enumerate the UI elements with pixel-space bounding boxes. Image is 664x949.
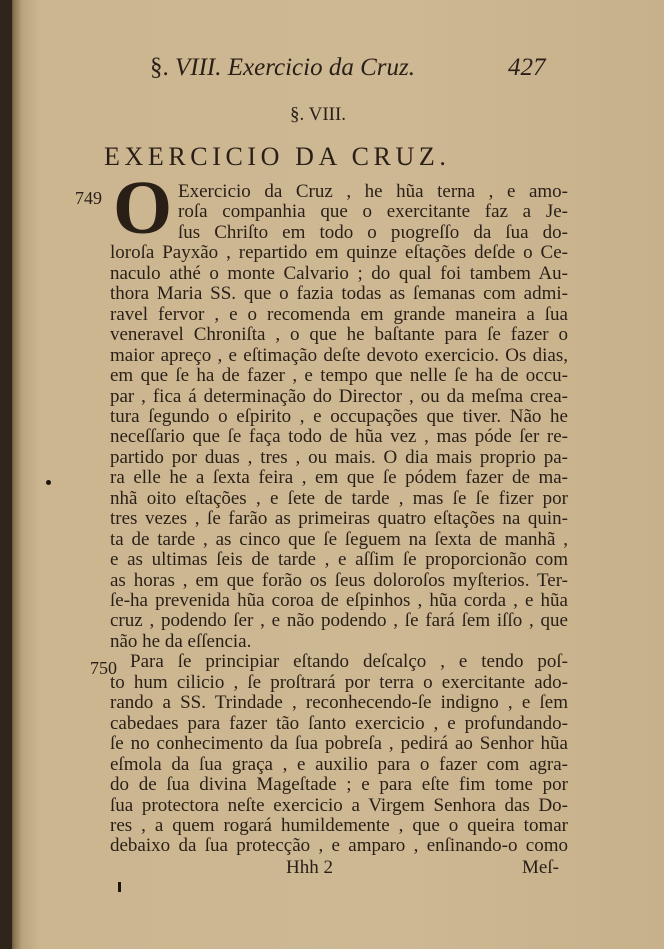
text-line: Exercicio da Cruz , he hũa terna , e amo- [178, 181, 568, 202]
text-line: tura ſegundo o eſpirito , e occupações que tiver. Não he [110, 405, 568, 427]
signature-mark: Hhh 2 [286, 857, 333, 878]
text-line: par , fica á determinação do Director , ou da meſma crea- [110, 385, 568, 407]
ink-dot [46, 480, 51, 485]
catchword: Meſ- [522, 857, 559, 878]
text-line: cruz , podendo ſer , e não podendo , ſe fará ſem iſſo , que [110, 610, 568, 632]
page-number: 427 [508, 54, 546, 81]
text-line: neceſſario que ſe faça todo de hũa vez , mas póde ſer re- [110, 426, 568, 448]
page-gutter [0, 0, 12, 949]
running-head-title [150, 54, 415, 82]
chapter-title: EXERCICIO DA CRUZ. [104, 142, 451, 171]
text-line: res , a quem rogará humildemente , que o queira tomar [110, 814, 568, 836]
text-line: e as ultimas ſeis de tarde , e aſſim ſe proporcionão com [110, 549, 568, 571]
text-line: ſua protectora neſte exercicio a Virgem Senhora das Do- [110, 794, 568, 816]
text-line: em que ſe ha de fazer , e tempo que nelle ſe ha de occu- [110, 365, 568, 387]
text-line: eſmola da ſua graça , e auxilio para o fazer com agra- [110, 753, 568, 775]
text-line: debaixo da ſua protecção , e amparo , enſinando-o como [110, 835, 568, 857]
text-line: ſus Chriſto em todo o pιogreſſo da ſua do- [178, 221, 568, 243]
text-line: roſa companhia que o exercitante faz a Je- [178, 201, 568, 223]
drop-cap: O [113, 166, 173, 250]
text-line: Para ſe principiar eſtando deſcalço , e tendo poſ- [130, 651, 568, 673]
text-line: ſe-ha prevenida hũa coroa de eſpinhos , hũa corda , e hũa [110, 590, 568, 611]
paragraph-number-749: 749 [75, 188, 102, 208]
text-line: thora Maria SS. que o fazia todas as ſemanas com admi- [110, 283, 568, 305]
text-line: ta de tarde , as cinco que ſe ſeguem na ſexta de manhã , [110, 528, 568, 550]
text-line: cabedaes para fazer tão ſanto exercicio , e profundando- [110, 712, 568, 734]
section-mark: §. [150, 54, 169, 81]
text-line: rando a SS. Trindade , reconhecendo-ſe indigno , e ſem [110, 692, 568, 714]
section-heading-text: §. VIII. [289, 104, 347, 125]
text-line: ravel fervor , e o recomenda em grande maneira a ſua [110, 303, 568, 325]
paragraph-number-750: 750 [90, 658, 117, 678]
running-head-text: VIII. Exercicio da Cruz. [175, 54, 415, 81]
text-line: maior apreço , e eſtimação deſte devoto exercicio. Os dias, [110, 344, 568, 366]
text-line: nhã oito eſtações , e ſete de tarde , mas ſe ſe fizer por [110, 487, 568, 509]
text-line: partido por duas , tres , ou mais. O dia mais proprio pa- [110, 446, 568, 468]
text-line: veneravel Chroniſta , o que he baſtante para ſe fazer o [110, 324, 568, 346]
text-line: to hum cilicio , ſe proſtrará por terra o exercitante ado- [110, 671, 568, 693]
text-line: naculo athé o monte Calvario ; do qual foi tambem Au- [110, 262, 568, 284]
text-line: tres vezes , ſe farão as primeiras quatro eſtações na quin- [110, 508, 568, 530]
text-line: do de ſua divina Mageſtade ; e para eſte fim tome por [110, 774, 568, 796]
ink-mark [118, 882, 121, 892]
text-line: as horas , em que forão os ſeus doloroſos myſterios. Ter- [110, 569, 568, 591]
text-line: ſe no conhecimento da ſua pobreſa , pedirá ao Senhor hũa [110, 733, 568, 755]
section-heading [0, 104, 664, 126]
text-line: loroſa Payxão , repartido em quinze eſtações deſde o Ce- [110, 242, 568, 264]
text-line: não he da eſſencia. [110, 630, 252, 652]
text-line: ra elle he a ſexta feira , em que ſe pódem fazer de ma- [110, 467, 568, 489]
